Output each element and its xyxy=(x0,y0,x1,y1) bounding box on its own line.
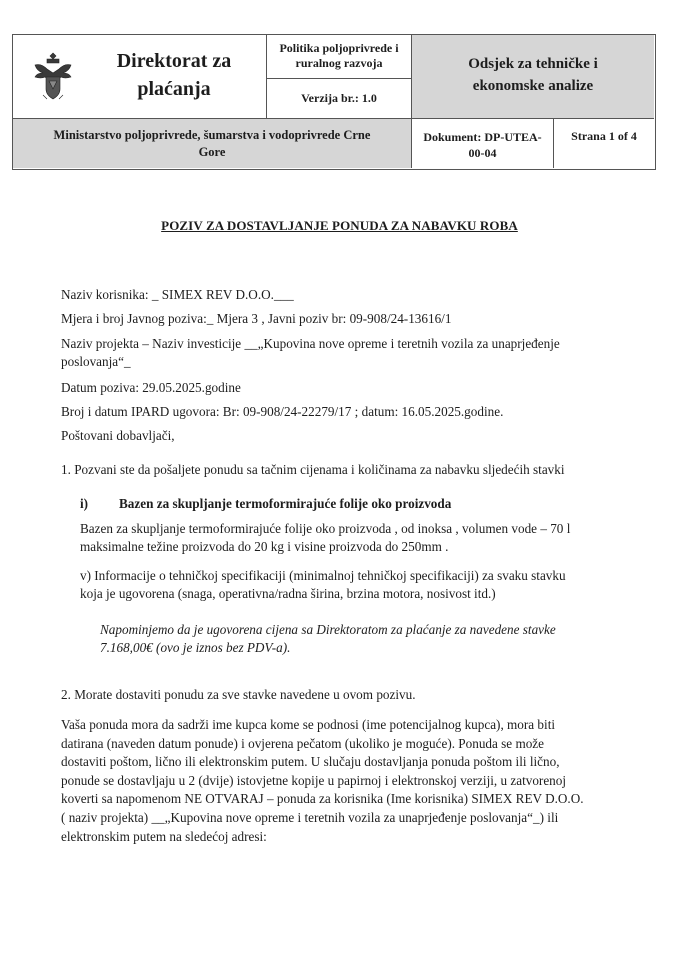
spec-line2: koja je ugovorena (snaga, operativna/radna širina, brzina motora, nosivost itd.) xyxy=(80,585,496,601)
section2-paragraph xyxy=(61,716,617,846)
section2-intro: 2. Morate dostaviti ponudu za sve stavke navedene u ovom pozivu. xyxy=(61,687,416,702)
coat-of-arms-icon xyxy=(31,51,75,103)
ipard-line: Broj i datum IPARD ugovora: Br: 09-908/24-22279/17 ; datum: 16.05.2025.godine. xyxy=(61,404,504,419)
section1-intro: 1. Pozvani ste da pošaljete ponudu sa tačnim cijenama i količinama za nabavku sljedećih stavki xyxy=(61,462,565,477)
item-title: Bazen za skupljanje termoformirajuće folije oko proizvoda xyxy=(119,496,452,511)
section2-line: ( naziv projekta) __„Kupovina nove opreme i teretnih vozila za unaprjeđenje poslovanja“_) ili xyxy=(61,809,559,825)
section2-line: elektronskim putem na sledećoj adresi: xyxy=(61,828,267,844)
item-description xyxy=(80,520,620,555)
date-line: Datum poziva: 29.05.2025.godine xyxy=(61,380,241,395)
section2-line: koverti sa napomenom NE OTVARAJ – ponuda za korisnika (Ime korisnika) SIMEX REV D.O.O. xyxy=(61,791,584,807)
policy-line1: Politika poljoprivrede i xyxy=(279,41,399,55)
ministry-line2: Gore xyxy=(198,145,226,159)
section2-line: ponude se dostavljaju u 2 (dvije) istovjetne kopije u papirnoj i elektronskoj verziji, u zatvorenoj xyxy=(61,772,567,788)
document-line1: Dokument: DP-UTEA- xyxy=(423,130,542,144)
header-table xyxy=(12,34,656,170)
project-line2: poslovanja“_ xyxy=(61,353,131,369)
price-note xyxy=(100,621,618,656)
item-desc-line2: maksimalne težine proizvoda do 20 kg i visine proizvoda do 250mm . xyxy=(80,538,449,554)
section2-line: dostaviti poštom, lično ili elektronskim putem. U slučaju dostavljanja ponuda poštom ili lično, xyxy=(61,754,560,770)
page-number-cell xyxy=(554,119,654,168)
document-title: POZIV ZA DOSTAVLJANJE PONUDA ZA NABAVKU ROBA xyxy=(161,218,518,233)
directorate-title-line1: Direktorat za xyxy=(116,50,232,72)
project-block xyxy=(61,335,617,370)
document-id-cell xyxy=(412,119,554,168)
measure-line: Mjera i broj Javnog poziva:_ Mjera 3 , Javni poziv br: 09-908/24-13616/1 xyxy=(61,311,452,326)
item-number: i) xyxy=(80,496,89,511)
spec-line1: v) Informacije o tehničkoj specifikaciji (minimalnoj tehničkoj specifikaciji) za svaku stavku xyxy=(80,568,566,583)
policy-line2: ruralnog razvoja xyxy=(295,56,383,70)
document-line2: 00-04 xyxy=(468,146,497,160)
user-name-line: Naziv korisnika: _ SIMEX REV D.O.O.___ xyxy=(61,287,294,302)
ministry-line1: Ministarstvo poljoprivrede, šumarstva i vodoprivrede Crne xyxy=(53,128,371,142)
note-line2: 7.168,00€ (ovo je iznos bez PDV-a). xyxy=(100,639,291,655)
directorate-title-line2: plaćanja xyxy=(137,78,211,100)
item-desc-line1: Bazen za skupljanje termoformirajuće folije oko proizvoda , od inoksa , volumen vode – 70 l xyxy=(80,521,571,536)
section2-line: datirana (naveden datum ponude) i ovjerena pečatom (ukoliko je moguće). Ponuda se može xyxy=(61,735,545,751)
directorate-cell xyxy=(13,35,267,119)
ministry-cell xyxy=(13,119,412,168)
note-line1: Napominjemo da je ugovorena cijena sa Direktoratom za plaćanje za navedene stavke xyxy=(100,622,556,637)
page-number: Strana 1 of 4 xyxy=(571,129,637,143)
section2-line: Vaša ponuda mora da sadrži ime kupca kome se podnosi (ime potencijalnog kupca), mora biti xyxy=(61,717,556,732)
project-line1: Naziv projekta – Naziv investicije __„Kupovina nove opreme i teretnih vozila za unaprjeđenje xyxy=(61,336,560,351)
greeting-line: Poštovani dobavljači, xyxy=(61,428,175,443)
section-line1: Odsjek za tehničke i xyxy=(468,56,598,72)
version-cell xyxy=(267,79,412,119)
section-line2: ekonomske analize xyxy=(472,78,594,94)
version-label: Verzija br.: 1.0 xyxy=(301,91,377,105)
section-cell xyxy=(412,35,654,119)
policy-cell xyxy=(267,35,412,79)
spec-block xyxy=(80,567,620,602)
